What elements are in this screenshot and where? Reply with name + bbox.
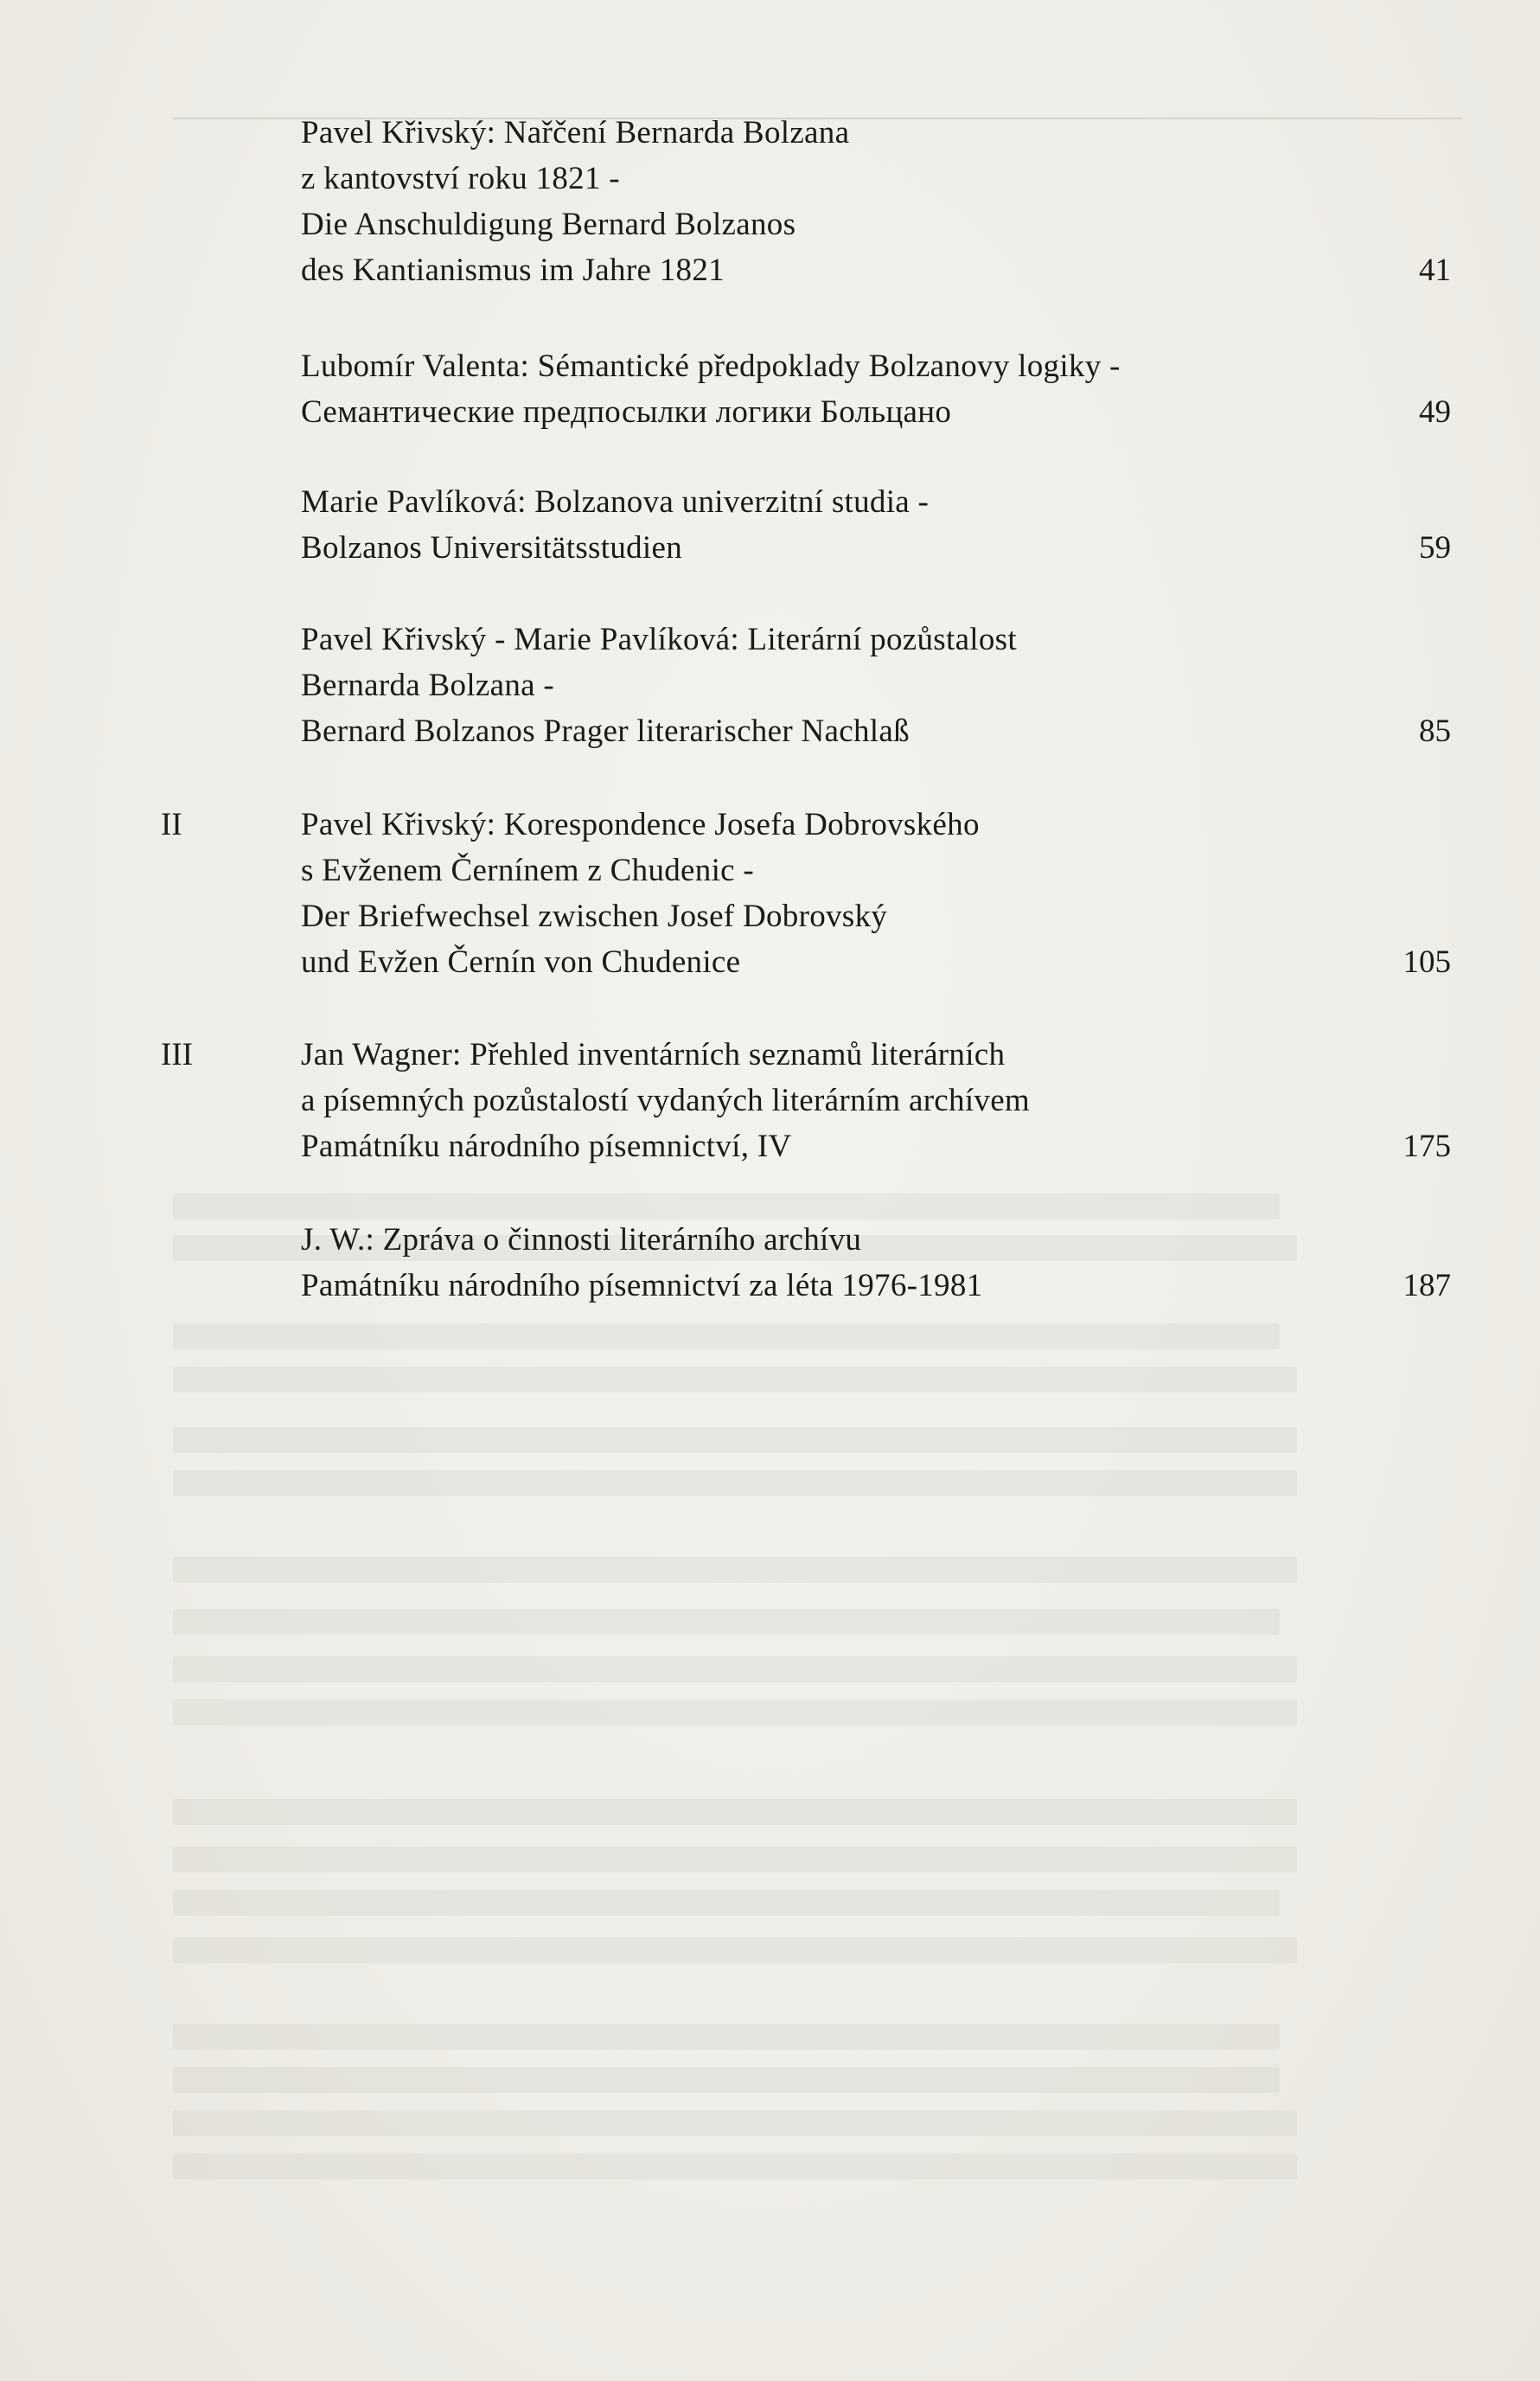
section-number: III <box>161 1037 193 1072</box>
entry-line: Bolzanos Universitätsstudien <box>301 530 683 566</box>
page-number: 187 <box>1403 1268 1451 1303</box>
entry-line: Pavel Křivský - Marie Pavlíková: Literární pozůstalost <box>301 622 1017 657</box>
entry-line: Die Anschuldigung Bernard Bolzanos <box>301 207 796 242</box>
entry-line: a písemných pozůstalostí vydaných literárním archívem <box>301 1083 1031 1118</box>
entry-line: und Evžen Černín von Chudenice <box>301 944 741 980</box>
entry-line: Pavel Křivský: Korespondence Josefa Dobrovského <box>301 807 980 842</box>
page-number: 85 <box>1419 714 1451 749</box>
entry-line: Marie Pavlíková: Bolzanova univerzitní studia - <box>301 484 930 520</box>
entry-line: Památníku národního písemnictví za léta 1976-1981 <box>301 1268 983 1303</box>
entry-line: Семантические предпосылки логики Больцано <box>301 394 952 430</box>
entry-line: Bernard Bolzanos Prager literarischer Nachlaß <box>301 714 910 749</box>
section-number: II <box>161 807 182 842</box>
page-number: 175 <box>1403 1129 1451 1164</box>
entry-line: Pavel Křivský: Nařčení Bernarda Bolzana <box>301 115 850 150</box>
entry-line: Der Briefwechsel zwischen Josef Dobrovský <box>301 899 888 934</box>
page-number: 59 <box>1419 530 1451 566</box>
entry-line: Památníku národního písemnictví, IV <box>301 1129 792 1164</box>
entry-line: Lubomír Valenta: Sémantické předpoklady Bolzanovy logiky - <box>301 349 1121 384</box>
page-number: 49 <box>1419 394 1451 430</box>
entry-line: des Kantianismus im Jahre 1821 <box>301 253 725 288</box>
page-number: 105 <box>1403 944 1451 980</box>
entry-line: z kantovství roku 1821 - <box>301 161 620 196</box>
entry-line: s Evženem Černínem z Chudenic - <box>301 853 755 888</box>
entry-line: J. W.: Zpráva o činnosti literárního archívu <box>301 1222 862 1258</box>
entry-line: Jan Wagner: Přehled inventárních seznamů literárních <box>301 1037 1006 1072</box>
entry-line: Bernarda Bolzana - <box>301 668 555 703</box>
page-number: 41 <box>1419 253 1451 288</box>
